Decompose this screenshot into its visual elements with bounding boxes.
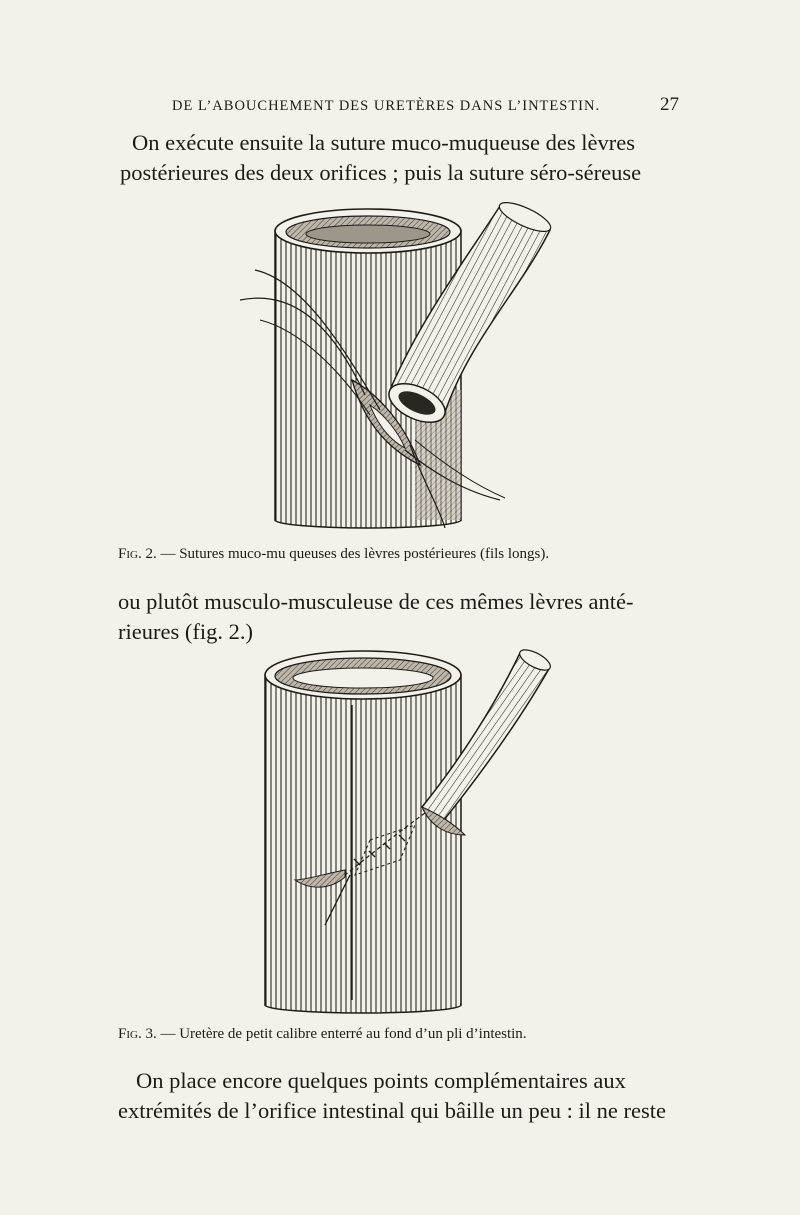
figure-label: Fig. 2. <box>118 546 157 562</box>
caption-text: — Uretère de petit calibre enterré au fond d’un pli d’intestin. <box>160 1026 527 1042</box>
text-line: ou plutôt musculo-musculeuse de ces mêmes lèvres anté- <box>118 589 634 614</box>
paragraph-1 <box>120 128 641 188</box>
paragraph-2 <box>118 587 633 647</box>
figure-label: Fig. 3. <box>118 1026 157 1042</box>
figure-2-illustration <box>230 200 560 530</box>
text-line: On exécute ensuite la suture muco-muqueuse des lèvres <box>132 130 635 155</box>
text-line: extrémités de l’orifice intestinal qui bâille un peu : il ne reste <box>118 1098 666 1123</box>
text-line: postérieures des deux orifices ; puis la suture séro-séreuse <box>120 160 642 185</box>
figure-3-caption <box>118 1026 527 1043</box>
page-number: 27 <box>660 94 679 115</box>
figure-3-illustration <box>250 645 560 1020</box>
figure-2-caption <box>118 546 549 563</box>
caption-text: — Sutures muco-mu queuses des lèvres postérieures (fils longs). <box>160 546 550 562</box>
text-line: rieures (fig. 2.) <box>118 619 253 644</box>
text-line: On place encore quelques points complémentaires aux <box>136 1068 626 1093</box>
running-title: DE L’ABOUCHEMENT DES URETÈRES DANS L’INTESTIN. <box>172 98 601 114</box>
paragraph-3 <box>118 1066 666 1126</box>
